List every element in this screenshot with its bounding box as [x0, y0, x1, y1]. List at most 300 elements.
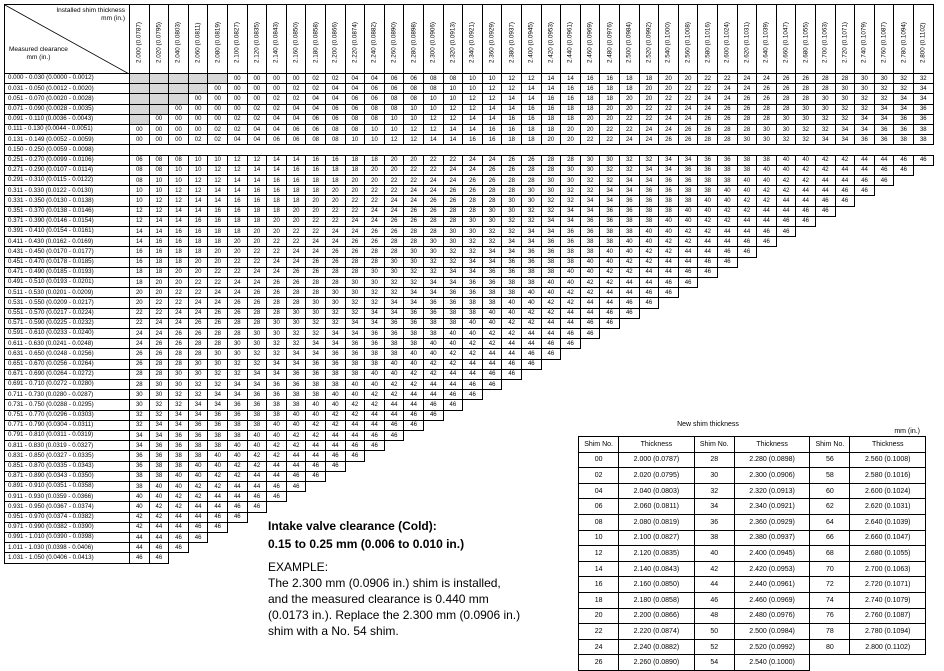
- grid-cell: 36: [364, 328, 385, 339]
- shim-thickness-cell: 2.600 (0.1024): [850, 483, 926, 499]
- grid-cell: 38: [658, 195, 679, 206]
- shim-number-cell: 74: [810, 592, 850, 608]
- grid-cell: 26: [286, 277, 307, 288]
- row-header: 0.651 - 0.670 (0.0256 - 0.0264): [4, 359, 130, 370]
- grid-cell: 18: [227, 226, 248, 237]
- column-header-label: 2.440 (0.0961): [566, 22, 574, 63]
- grid-cell: 38: [560, 246, 581, 257]
- grid-cell: 10: [443, 93, 464, 104]
- grid-cell: 30: [443, 236, 464, 247]
- grid-cell: 32: [443, 257, 464, 268]
- column-header: [756, 4, 777, 74]
- grid-cell: 40: [482, 308, 503, 319]
- shim-table: [578, 436, 926, 671]
- shim-table-body: [579, 452, 926, 670]
- grid-cell: 34: [207, 389, 228, 400]
- shim-thickness-cell: 2.740 (0.1079): [850, 592, 926, 608]
- grid-cell: 34: [658, 155, 679, 166]
- grid-cell: 12: [384, 134, 405, 145]
- grid-cell: 06: [325, 104, 346, 115]
- grid-cell: 38: [364, 348, 385, 359]
- grid-cell: 36: [697, 155, 718, 166]
- grid-cell: 36: [325, 348, 346, 359]
- grid-cell: 14: [188, 195, 209, 206]
- grid-cell: 30: [168, 379, 189, 390]
- grid-cell: 44: [639, 277, 660, 288]
- grid-cell: 38: [266, 399, 287, 410]
- grid-cell: 28: [384, 246, 405, 257]
- grid-cell: 06: [364, 93, 385, 104]
- grid-cell: 28: [149, 359, 170, 370]
- corner-installed-label: [56, 7, 125, 23]
- shim-number-cell: 78: [810, 624, 850, 640]
- grid-cell: 44: [403, 399, 424, 410]
- grid-cell: 26: [188, 328, 209, 339]
- grid-cell: 44: [776, 206, 797, 217]
- grid-cell: 30: [188, 369, 209, 380]
- grid-cell: 42: [462, 338, 483, 349]
- grid-cell: 44: [619, 277, 640, 288]
- grid-cell: 44: [776, 195, 797, 206]
- grid-cell: 12: [501, 73, 522, 84]
- grid-cell: 20: [678, 73, 699, 84]
- grid-cell: 36: [521, 257, 542, 268]
- column-header: [286, 4, 307, 74]
- grid-cell: 46: [776, 216, 797, 227]
- example-line: The 2.300 mm (0.0906 in.) shim is installed,: [268, 576, 501, 590]
- grid-cell: 22: [149, 308, 170, 319]
- grid-cell: 40: [168, 471, 189, 482]
- grid-cell: 38: [619, 226, 640, 237]
- grid-cell: 42: [756, 185, 777, 196]
- column-header-label: 2.520 (0.0992): [645, 22, 653, 63]
- grid-cell: 44: [599, 297, 620, 308]
- grid-cell: 18: [619, 83, 640, 94]
- grid-cell: 44: [384, 410, 405, 421]
- shim-number-cell: 66: [810, 530, 850, 546]
- column-header-label: 2.380 (0.0937): [508, 22, 516, 63]
- grid-cell: 28: [325, 267, 346, 278]
- grid-cell: 20: [325, 195, 346, 206]
- grid-cell: 16: [541, 104, 562, 115]
- shim-thickness-cell: 2.380 (0.0937): [734, 530, 809, 546]
- grid-cell: 26: [207, 318, 228, 329]
- grid-cell: 08: [168, 155, 189, 166]
- grid-cell: 46: [521, 359, 542, 370]
- grid-cell: 30: [403, 246, 424, 257]
- shim-number-cell: 02: [579, 468, 619, 484]
- grid-cell: 40: [129, 501, 150, 512]
- grid-cell: 40: [188, 461, 209, 472]
- shim-thickness-cell: 2.120 (0.0835): [619, 546, 694, 562]
- row-header: 0.451 - 0.470 (0.0178 - 0.0185): [4, 257, 130, 268]
- grid-cell: 30: [776, 124, 797, 135]
- grid-cell: 16: [266, 175, 287, 186]
- column-header-label: 2.120 (0.0835): [253, 22, 261, 63]
- column-header: [854, 4, 875, 74]
- grid-cell: 28: [756, 104, 777, 115]
- grid-cell: 28: [697, 134, 718, 145]
- grid-cell: 16: [501, 114, 522, 125]
- grid-cell: 30: [305, 297, 326, 308]
- grid-cell: 14: [482, 104, 503, 115]
- grid-cell: 44: [168, 512, 189, 523]
- shim-number-cell: 36: [694, 514, 734, 530]
- row-header: 0.051 - 0.070 (0.0020 - 0.0028): [4, 93, 130, 104]
- grid-cell: 42: [207, 481, 228, 492]
- grid-cell: 40: [462, 318, 483, 329]
- grid-cell: 22: [639, 114, 660, 125]
- grid-cell: 30: [462, 226, 483, 237]
- column-header: [384, 4, 405, 74]
- grid-cell: 24: [345, 216, 366, 227]
- grid-cell: 34: [443, 277, 464, 288]
- column-header: [149, 4, 170, 74]
- grid-cell: 34: [384, 308, 405, 319]
- grid-cell: 28: [384, 236, 405, 247]
- grid-cell: 06: [286, 124, 307, 135]
- grid-cell: 38: [697, 175, 718, 186]
- grid-cell: 38: [756, 155, 777, 166]
- grid-cell: 46: [325, 461, 346, 472]
- grid-cell: 12: [129, 216, 150, 227]
- grid-cell: 42: [266, 440, 287, 451]
- grid-cell: 36: [325, 359, 346, 370]
- column-header: [188, 4, 209, 74]
- grid-cell: 10: [384, 114, 405, 125]
- grid-cell: 00: [129, 124, 150, 135]
- grid-cell: 00: [207, 104, 228, 115]
- grid-cell: 22: [325, 206, 346, 217]
- row-header: 0.431 - 0.450 (0.0170 - 0.0177): [4, 246, 130, 257]
- grid-cell: 46: [854, 175, 875, 186]
- grid-cell: 44: [795, 195, 816, 206]
- grid-cell: 02: [188, 134, 209, 145]
- grid-cell: 12: [521, 73, 542, 84]
- grid-cell: 44: [795, 185, 816, 196]
- grid-cell: 44: [247, 471, 268, 482]
- grid-cell: 40: [325, 389, 346, 400]
- grid-cell: 20: [658, 73, 679, 84]
- shim-number-cell: 48: [694, 608, 734, 624]
- grid-cell: 40: [697, 195, 718, 206]
- grid-cell: 12: [482, 83, 503, 94]
- grid-cell: 28: [443, 216, 464, 227]
- grid-cell: 46: [443, 389, 464, 400]
- grid-cell: 18: [188, 246, 209, 257]
- grid-cell: 40: [286, 410, 307, 421]
- grid-cell: 38: [678, 185, 699, 196]
- grid-cell: 44: [462, 359, 483, 370]
- column-header: [815, 4, 836, 74]
- grid-cell: 26: [149, 338, 170, 349]
- grid-cell: 42: [835, 155, 856, 166]
- grid-cell: 46: [384, 420, 405, 431]
- grid-cell: 36: [874, 134, 895, 145]
- column-header: [717, 4, 738, 74]
- grid-cell: 42: [188, 491, 209, 502]
- grid-cell: 44: [541, 328, 562, 339]
- grid-cell: 34: [286, 348, 307, 359]
- grid-cell: 46: [188, 532, 209, 543]
- grid-cell: 28: [247, 318, 268, 329]
- grid-cell: 36: [345, 348, 366, 359]
- col-shim-no: Shim No.: [579, 437, 619, 453]
- grid-cell: 44: [364, 420, 385, 431]
- grid-cell: 42: [737, 195, 758, 206]
- grid-cell: 44: [149, 532, 170, 543]
- grid-cell: 18: [619, 73, 640, 84]
- grid-cell: 44: [639, 267, 660, 278]
- shim-row: [579, 639, 926, 655]
- grid-cell: 40: [521, 297, 542, 308]
- grid-cell: 44: [305, 440, 326, 451]
- grid-cell: 26: [345, 246, 366, 257]
- grid-cell: 00: [286, 73, 307, 84]
- grid-cell: 26: [776, 73, 797, 84]
- grid-cell: 20: [560, 134, 581, 145]
- grid-cell: 38: [501, 287, 522, 298]
- grid-cell: 20: [305, 206, 326, 217]
- grid-cell: 24: [423, 185, 444, 196]
- grid-cell: 24: [678, 114, 699, 125]
- example-heading: EXAMPLE:: [268, 560, 329, 574]
- grid-cell: 30: [835, 93, 856, 104]
- grid-cell: 24: [717, 93, 738, 104]
- grid-cell: 38: [482, 297, 503, 308]
- column-header: [325, 4, 346, 74]
- grid-cell: 34: [188, 399, 209, 410]
- grid-cell: 36: [403, 318, 424, 329]
- grid-cell: 24: [227, 277, 248, 288]
- grid-cell: 10: [462, 83, 483, 94]
- grid-cell: 14: [560, 73, 581, 84]
- col-shim-no: Shim No.: [694, 437, 734, 453]
- grid-cell: 30: [423, 246, 444, 257]
- grid-cell: 38: [619, 216, 640, 227]
- grid-cell: 34: [913, 83, 934, 94]
- grid-cell: 22: [168, 297, 189, 308]
- column-header-label: 2.680 (0.1055): [802, 22, 810, 63]
- grid-cell: 38: [168, 461, 189, 472]
- grid-cell: 22: [188, 277, 209, 288]
- shim-thickness-cell: 2.440 (0.0961): [734, 577, 809, 593]
- grid-cell: 26: [443, 185, 464, 196]
- grid-cell: 34: [305, 338, 326, 349]
- grid-cell: 18: [599, 93, 620, 104]
- grid-cell: 32: [149, 410, 170, 421]
- column-header: [423, 4, 444, 74]
- row-header: 0.391 - 0.410 (0.0154 - 0.0161): [4, 226, 130, 237]
- grid-cell: 24: [482, 155, 503, 166]
- grid-cell: 28: [364, 257, 385, 268]
- row-header: 0.591 - 0.610 (0.0233 - 0.0240): [4, 328, 130, 339]
- grid-cell: 30: [168, 369, 189, 380]
- shim-number-cell: 08: [579, 514, 619, 530]
- grid-cell: 44: [835, 175, 856, 186]
- grid-cell: 20: [345, 185, 366, 196]
- grid-cell: 46: [384, 430, 405, 441]
- grid-cell: 22: [266, 236, 287, 247]
- grid-cell: 42: [795, 175, 816, 186]
- grid-cell: 36: [599, 216, 620, 227]
- grid-cell: 34: [639, 175, 660, 186]
- row-header: 0.471 - 0.490 (0.0185 - 0.0193): [4, 267, 130, 278]
- grid-cell: 12: [403, 134, 424, 145]
- grid-cell: 44: [266, 471, 287, 482]
- grid-cell: 26: [168, 338, 189, 349]
- grid-cell: 22: [403, 165, 424, 176]
- grid-cell: 46: [580, 328, 601, 339]
- grid-cell: 36: [501, 267, 522, 278]
- grid-cell: 32: [639, 155, 660, 166]
- grid-cell: 00: [168, 114, 189, 125]
- grid-cell: 20: [619, 104, 640, 115]
- grid-cell: 38: [247, 410, 268, 421]
- grid-cell: 24: [227, 287, 248, 298]
- grid-cell: 30: [227, 338, 248, 349]
- grid-cell: 34: [482, 257, 503, 268]
- grid-cell: 16: [599, 73, 620, 84]
- grid-cell: 00: [149, 124, 170, 135]
- grid-cell: 36: [423, 297, 444, 308]
- shim-number-cell: 16: [579, 577, 619, 593]
- grid-cell: 44: [227, 481, 248, 492]
- grid-cell: 36: [423, 308, 444, 319]
- grid-cell: 46: [462, 389, 483, 400]
- grid-cell: 34: [227, 389, 248, 400]
- grid-cell: 06: [384, 83, 405, 94]
- grid-cell: 00: [188, 124, 209, 135]
- grid-cell: 32: [168, 399, 189, 410]
- column-header-label: 2.640 (0.1039): [762, 22, 770, 63]
- grid-cell: 30: [305, 308, 326, 319]
- col-shim-no: Shim No.: [810, 437, 850, 453]
- grid-cell: 32: [462, 236, 483, 247]
- grid-cell: 26: [737, 93, 758, 104]
- column-header-label: 2.620 (0.1031): [743, 22, 751, 63]
- grid-cell: 38: [286, 389, 307, 400]
- grid-cell: 24: [305, 236, 326, 247]
- grid-cell: 26: [345, 236, 366, 247]
- grid-cell: 22: [423, 155, 444, 166]
- grid-cell: 32: [364, 297, 385, 308]
- grid-cell: 46: [795, 216, 816, 227]
- grid-cell: 26: [188, 318, 209, 329]
- grid-cell: 22: [305, 226, 326, 237]
- grid-cell: 46: [599, 318, 620, 329]
- grid-cell: 34: [247, 379, 268, 390]
- grid-cell: 38: [599, 236, 620, 247]
- shim-number-cell: 06: [579, 499, 619, 515]
- grid-cell: 36: [560, 226, 581, 237]
- grid-cell: 46: [678, 277, 699, 288]
- grid-cell: 34: [403, 287, 424, 298]
- grid-cell: 24: [247, 277, 268, 288]
- grid-cell: 18: [266, 195, 287, 206]
- grid-cell: 46: [893, 165, 914, 176]
- grid-cell: 32: [482, 236, 503, 247]
- grid-cell: 42: [717, 216, 738, 227]
- grid-cell: 18: [521, 134, 542, 145]
- grid-cell: 44: [737, 226, 758, 237]
- grid-cell: 34: [364, 308, 385, 319]
- grid-cell: 24: [247, 267, 268, 278]
- grid-cell: 08: [129, 175, 150, 186]
- row-header: 0.511 - 0.530 (0.0201 - 0.0209): [4, 287, 130, 298]
- grid-cell: 02: [305, 73, 326, 84]
- grid-cell: 22: [305, 216, 326, 227]
- corner-installed-unit: mm (in.): [101, 15, 125, 22]
- grid-cell: 34: [462, 257, 483, 268]
- grid-cell: 26: [247, 287, 268, 298]
- grid-cell: 44: [227, 491, 248, 502]
- grid-cell: 18: [168, 257, 189, 268]
- example-line: shim with a No. 54 shim.: [268, 624, 399, 638]
- grid-cell: 20: [403, 155, 424, 166]
- grid-cell: 14: [443, 124, 464, 135]
- grid-cell: 14: [541, 73, 562, 84]
- grid-cell: 36: [541, 236, 562, 247]
- grid-cell: 30: [874, 73, 895, 84]
- grid-cell: 28: [168, 359, 189, 370]
- shim-number-cell: 38: [694, 530, 734, 546]
- grid-cell: 40: [795, 155, 816, 166]
- grid-cell: 26: [247, 297, 268, 308]
- grid-cell: 46: [717, 246, 738, 257]
- column-header: [247, 4, 268, 74]
- grid-cell: 46: [815, 195, 836, 206]
- grid-cell: 40: [580, 267, 601, 278]
- grid-cell: 00: [247, 93, 268, 104]
- grid-cell: 30: [443, 226, 464, 237]
- grid-cell: 28: [149, 369, 170, 380]
- grid-cell: 08: [384, 104, 405, 115]
- row-header: 0.371 - 0.390 (0.0146 - 0.0154): [4, 216, 130, 227]
- grid-cell: 18: [266, 206, 287, 217]
- shim-number-cell: 22: [579, 624, 619, 640]
- grid-cell: 30: [501, 195, 522, 206]
- grid-cell: 18: [541, 124, 562, 135]
- grid-cell: 38: [560, 257, 581, 268]
- grid-cell: 42: [247, 461, 268, 472]
- grid-cell: 38: [521, 267, 542, 278]
- grid-cell: 40: [580, 257, 601, 268]
- grid-cell: 14: [266, 155, 287, 166]
- column-header: [658, 4, 679, 74]
- grid-cell: 34: [541, 226, 562, 237]
- shim-thickness-cell: 2.320 (0.0913): [734, 483, 809, 499]
- grid-cell: 10: [462, 73, 483, 84]
- shim-number-cell: 64: [810, 514, 850, 530]
- grid-cell: 34: [345, 318, 366, 329]
- grid-cell: 14: [482, 114, 503, 125]
- shim-thickness-cell: 2.540 (0.1000): [734, 655, 809, 671]
- grid-cell: 32: [913, 73, 934, 84]
- grid-cell: 22: [207, 277, 228, 288]
- column-header-label: 2.760 (0.1087): [880, 22, 888, 63]
- column-header: [874, 4, 895, 74]
- shim-thickness-cell: 2.060 (0.0811): [619, 499, 694, 515]
- grid-cell: 34: [207, 399, 228, 410]
- grid-cell: 28: [795, 83, 816, 94]
- column-header: [893, 4, 914, 74]
- grid-cell: 36: [482, 277, 503, 288]
- shim-number-cell: 72: [810, 577, 850, 593]
- grid-cell: 22: [423, 165, 444, 176]
- grid-cell: 00: [227, 104, 248, 115]
- grid-cell: 04: [286, 114, 307, 125]
